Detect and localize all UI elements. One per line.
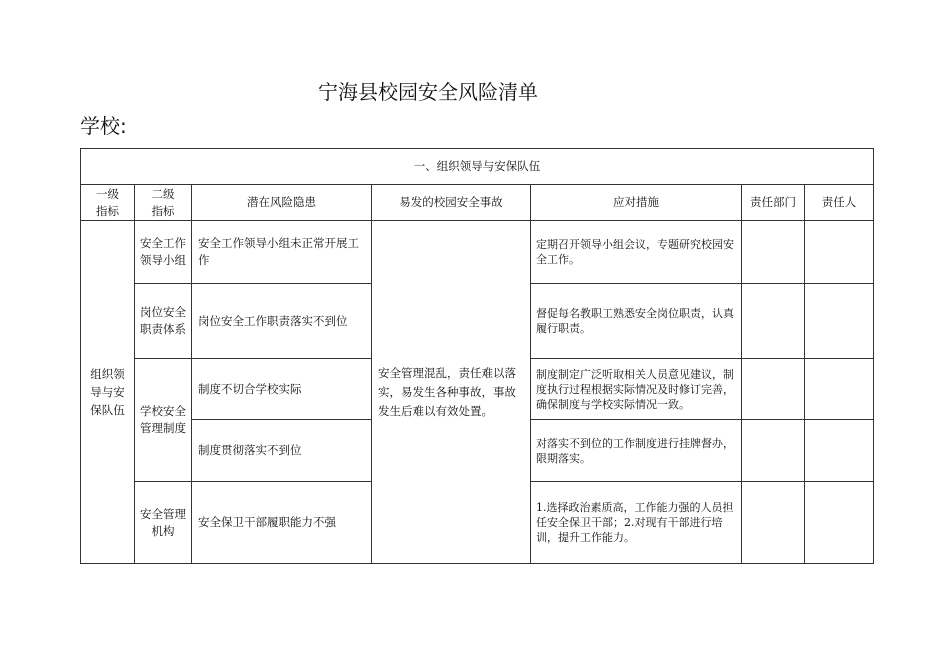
header-level1 (81, 185, 135, 221)
level1-indicator (81, 221, 135, 564)
level2-cell: 学校安全管理制度 (135, 359, 192, 482)
person-cell (805, 359, 874, 420)
header-measures: 应对措施 (531, 185, 742, 221)
department-cell (742, 221, 805, 284)
header-level2 (135, 185, 192, 221)
department-cell (742, 284, 805, 359)
header-department: 责任部门 (742, 185, 805, 221)
table-row (81, 221, 874, 284)
measure-cell: 制度制定广泛听取相关人员意见建议，制度执行过程根据实际情况及时修订完善，确保制度与学校实际情况一致。 (531, 359, 742, 420)
hazard-cell: 制度不切合学校实际 (192, 359, 372, 420)
department-cell (742, 420, 805, 482)
level1-indicator-text: 组织领导与安保队伍 (90, 367, 125, 417)
level2-cell: 安全管理机构 (135, 482, 192, 564)
level2-cell: 岗位安全职责体系 (135, 284, 192, 359)
common-accident-text: 安全管理混乱，责任难以落实，易发生各种事故，事故发生后难以有效处置。 (378, 365, 516, 418)
measure-cell: 定期召开领导小组会议，专题研究校园安全工作。 (531, 221, 742, 284)
person-cell (805, 221, 874, 284)
document-title: 宁海县校园安全风险清单 (318, 80, 538, 104)
header-hazard: 潜在风险隐患 (192, 185, 372, 221)
common-accident-cell (372, 221, 531, 564)
measure-cell: 督促每名教职工熟悉安全岗位职责，认真履行职责。 (531, 284, 742, 359)
measure-cell: 对落实不到位的工作制度进行挂牌督办，限期落实。 (531, 420, 742, 482)
person-cell (805, 482, 874, 564)
hazard-cell: 制度贯彻落实不到位 (192, 420, 372, 482)
header-accident: 易发的校园安全事故 (372, 185, 531, 221)
hazard-cell: 岗位安全工作职责落实不到位 (192, 284, 372, 359)
hazard-cell: 安全保卫干部履职能力不强 (192, 482, 372, 564)
section-row (81, 149, 874, 185)
header-level1-text: 一级 指标 (96, 186, 119, 218)
hazard-cell: 安全工作领导小组未正常开展工作 (192, 221, 372, 284)
department-cell (742, 482, 805, 564)
header-row (81, 185, 874, 221)
section-title: 一、组织领导与安保队伍 (81, 149, 874, 185)
department-cell (742, 359, 805, 420)
measure-cell: 1.选择政治素质高，工作能力强的人员担任安全保卫干部；2.对现有干部进行培训，提升工作能力。 (531, 482, 742, 564)
person-cell (805, 284, 874, 359)
risk-table (80, 148, 874, 564)
header-level2-text: 二级 指标 (151, 186, 175, 218)
level2-cell: 安全工作领导小组 (135, 221, 192, 284)
school-label: 学校: (80, 114, 127, 138)
person-cell (805, 420, 874, 482)
header-person: 责任人 (805, 185, 874, 221)
